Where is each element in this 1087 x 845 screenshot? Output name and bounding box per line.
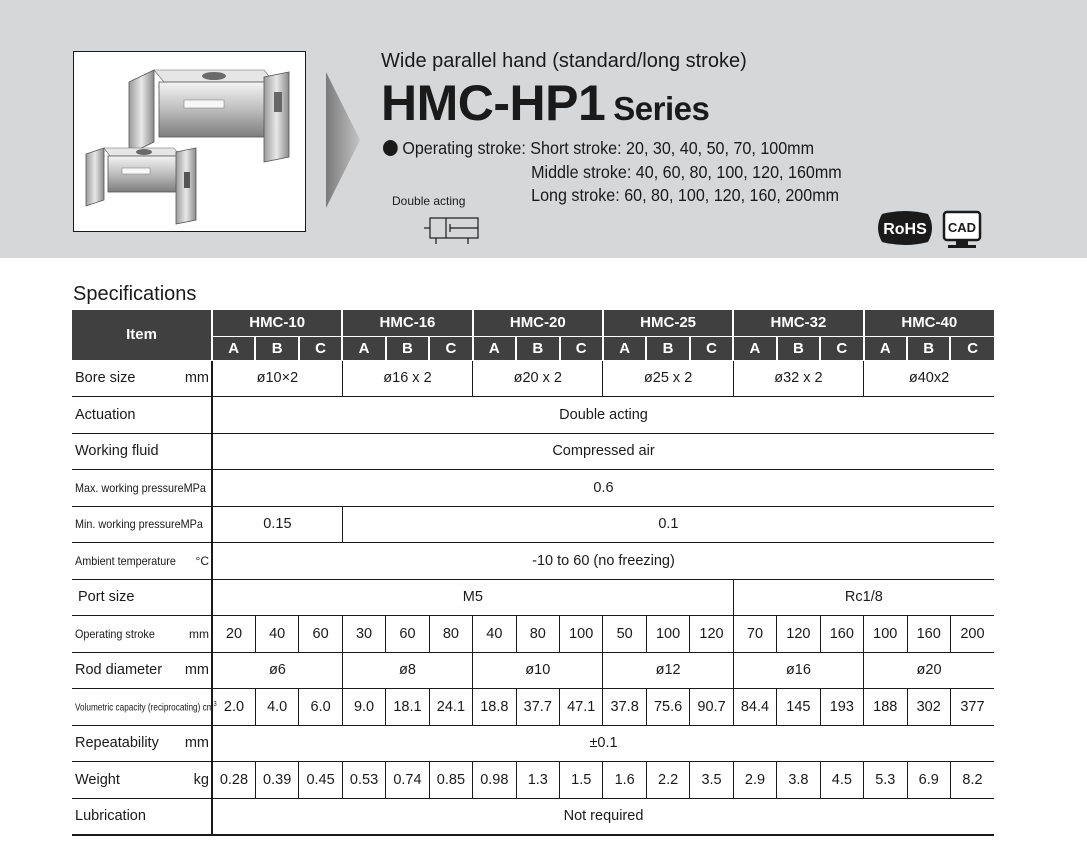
table-cell: 302: [907, 689, 950, 726]
table-row-operating-stroke: [72, 616, 994, 653]
row-label: Rod diameter mm: [72, 652, 212, 689]
subcol-b: B: [907, 336, 950, 360]
specifications-heading: Specifications: [73, 283, 197, 305]
table-cell: 2.9: [733, 762, 776, 799]
model-header-hmc-32: HMC-32: [733, 310, 863, 336]
table-cell: M5: [212, 579, 733, 616]
table-cell: 60: [386, 616, 429, 653]
table-cell: 4.0: [255, 689, 298, 726]
rohs-badge-icon: [876, 210, 934, 246]
table-cell: 377: [950, 689, 994, 726]
table-cell: ø25 x 2: [603, 360, 733, 397]
table-cell: 37.8: [603, 689, 646, 726]
double-acting-label: Double acting: [392, 194, 466, 208]
table-cell: 100: [560, 616, 603, 653]
middle-stroke-text: Middle stroke: 40, 60, 80, 100, 120, 160mm: [531, 161, 842, 182]
model-header-hmc-25: HMC-25: [603, 310, 733, 336]
table-cell: 0.15: [212, 506, 342, 543]
model-header-hmc-16: HMC-16: [342, 310, 472, 336]
table-row-port-size: [72, 579, 994, 616]
row-label: Volumetric capacity (reciprocating) $cm^3$: [72, 689, 212, 726]
table-row-lubrication: [72, 798, 994, 835]
table-cell: 120: [777, 616, 820, 653]
subcol-c: C: [950, 336, 994, 360]
table-cell: 3.8: [777, 762, 820, 799]
table-cell: 80: [516, 616, 559, 653]
model-header-hmc-10: HMC-10: [212, 310, 342, 336]
table-cell: 84.4: [733, 689, 776, 726]
table-cell: ±0.1: [212, 725, 994, 762]
table-cell: 20: [212, 616, 255, 653]
table-cell: ø6: [212, 652, 342, 689]
table-row-bore-size: [72, 360, 994, 397]
table-cell: 4.5: [820, 762, 863, 799]
series-label: Series: [613, 90, 710, 127]
table-cell: 30: [342, 616, 385, 653]
table-cell: 193: [820, 689, 863, 726]
row-label: Repeatability mm: [72, 725, 212, 762]
model-name: HMC-HP1: [381, 75, 606, 131]
subcol-c: C: [820, 336, 863, 360]
table-cell: 0.1: [342, 506, 994, 543]
subcol-a: A: [473, 336, 516, 360]
gripper-illustration: [74, 52, 307, 233]
product-subtitle: Wide parallel hand (standard/long stroke): [381, 50, 747, 72]
subcol-b: B: [255, 336, 298, 360]
product-photo: [73, 51, 306, 232]
table-cell: 100: [864, 616, 907, 653]
header-arrow-icon: [326, 72, 360, 208]
table-cell: 9.0: [342, 689, 385, 726]
table-cell: 0.45: [299, 762, 342, 799]
table-cell: 120: [690, 616, 733, 653]
subcol-b: B: [646, 336, 689, 360]
subcol-a: A: [603, 336, 646, 360]
table-cell: 1.6: [603, 762, 646, 799]
table-cell: ø32 x 2: [733, 360, 863, 397]
row-label: Working fluid: [72, 433, 212, 470]
bullet-icon: [383, 140, 398, 156]
table-cell: ø16 x 2: [342, 360, 472, 397]
table-row-volumetric-capacity: [72, 689, 994, 726]
table-cell: 75.6: [646, 689, 689, 726]
table-row-working-fluid: [72, 433, 994, 470]
table-cell: 60: [299, 616, 342, 653]
table-cell: 100: [646, 616, 689, 653]
row-label: Actuation: [72, 397, 212, 434]
cad-badge-icon: [942, 210, 982, 250]
table-cell: ø20: [864, 652, 994, 689]
table-cell: ø10: [473, 652, 603, 689]
table-cell: ø40x2: [864, 360, 994, 397]
subcol-a: A: [864, 336, 907, 360]
specifications-table: [72, 310, 994, 836]
table-cell: 1.5: [560, 762, 603, 799]
row-label: Min. working pressureMPa: [72, 506, 212, 543]
subcol-a: A: [733, 336, 776, 360]
table-row-repeatability: [72, 725, 994, 762]
row-label: Port size: [72, 579, 212, 616]
subcol-b: B: [777, 336, 820, 360]
subcol-a: A: [342, 336, 385, 360]
table-cell: ø16: [733, 652, 863, 689]
table-cell: 3.5: [690, 762, 733, 799]
subcol-c: C: [560, 336, 603, 360]
table-row-weight: [72, 762, 994, 799]
row-label: Bore size mm: [72, 360, 212, 397]
table-cell: 0.6: [212, 470, 994, 507]
table-cell: 50: [603, 616, 646, 653]
table-cell: 80: [429, 616, 472, 653]
table-cell: 160: [820, 616, 863, 653]
table-cell: 8.2: [950, 762, 994, 799]
table-cell: Not required: [212, 798, 994, 835]
stroke-row-short: [383, 137, 842, 161]
table-cell: Rc1/8: [733, 579, 994, 616]
row-label: Ambient temperature °C: [72, 543, 212, 580]
table-cell: Double acting: [212, 397, 994, 434]
table-cell: 40: [255, 616, 298, 653]
table-cell: 90.7: [690, 689, 733, 726]
short-stroke-text: Short stroke: 20, 30, 40, 50, 70, 100mm: [530, 138, 815, 158]
table-cell: 0.28: [212, 762, 255, 799]
product-title: [381, 74, 709, 132]
table-cell: 40: [473, 616, 516, 653]
table-cell: 0.85: [429, 762, 472, 799]
table-cell: 47.1: [560, 689, 603, 726]
table-cell: ø20 x 2: [473, 360, 603, 397]
model-header-hmc-40: HMC-40: [864, 310, 994, 336]
table-cell: ø12: [603, 652, 733, 689]
subcol-b: B: [516, 336, 559, 360]
table-cell: 200: [950, 616, 994, 653]
table-cell: 0.39: [255, 762, 298, 799]
table-cell: 70: [733, 616, 776, 653]
table-cell: 0.53: [342, 762, 385, 799]
long-stroke-text: Long stroke: 60, 80, 100, 120, 160, 200mm: [531, 185, 840, 205]
table-cell: 0.98: [473, 762, 516, 799]
table-cell: 0.74: [386, 762, 429, 799]
item-header: Item: [72, 310, 212, 360]
table-cell: 5.3: [864, 762, 907, 799]
table-cell: 6.0: [299, 689, 342, 726]
table-cell: 18.8: [473, 689, 516, 726]
rohs-badge-text: RoHS: [883, 221, 927, 238]
table-cell: 188: [864, 689, 907, 726]
table-cell: 1.3: [516, 762, 559, 799]
table-cell: 24.1: [429, 689, 472, 726]
table-row-max-pressure: [72, 470, 994, 507]
table-cell: -10 to 60 (no freezing): [212, 543, 994, 580]
table-cell: 37.7: [516, 689, 559, 726]
row-label: Operating stroke mm: [72, 616, 212, 653]
row-label: Lubrication: [72, 798, 212, 835]
subcol-a: A: [212, 336, 255, 360]
table-cell: 18.1: [386, 689, 429, 726]
row-label: Max. working pressureMPa: [72, 470, 212, 507]
table-row-rod-diameter: [72, 652, 994, 689]
table-cell: 145: [777, 689, 820, 726]
subcol-c: C: [299, 336, 342, 360]
row-label: Weight kg: [72, 762, 212, 799]
double-acting-symbol-icon: [424, 214, 484, 246]
cad-badge-text: CAD: [947, 220, 977, 235]
table-cell: 6.9: [907, 762, 950, 799]
table-cell: ø8: [342, 652, 472, 689]
subcol-b: B: [386, 336, 429, 360]
operating-stroke-label: Operating stroke:: [402, 138, 526, 158]
table-cell: 2.0: [212, 689, 255, 726]
table-cell: Compressed air: [212, 433, 994, 470]
subcol-c: C: [429, 336, 472, 360]
table-header-models: [72, 310, 994, 336]
table-row-actuation: [72, 397, 994, 434]
table-row-min-pressure: [72, 506, 994, 543]
table-cell: 160: [907, 616, 950, 653]
table-cell: ø10×2: [212, 360, 342, 397]
table-row-ambient-temperature: [72, 543, 994, 580]
table-cell: 2.2: [646, 762, 689, 799]
model-header-hmc-20: HMC-20: [473, 310, 603, 336]
subcol-c: C: [690, 336, 733, 360]
